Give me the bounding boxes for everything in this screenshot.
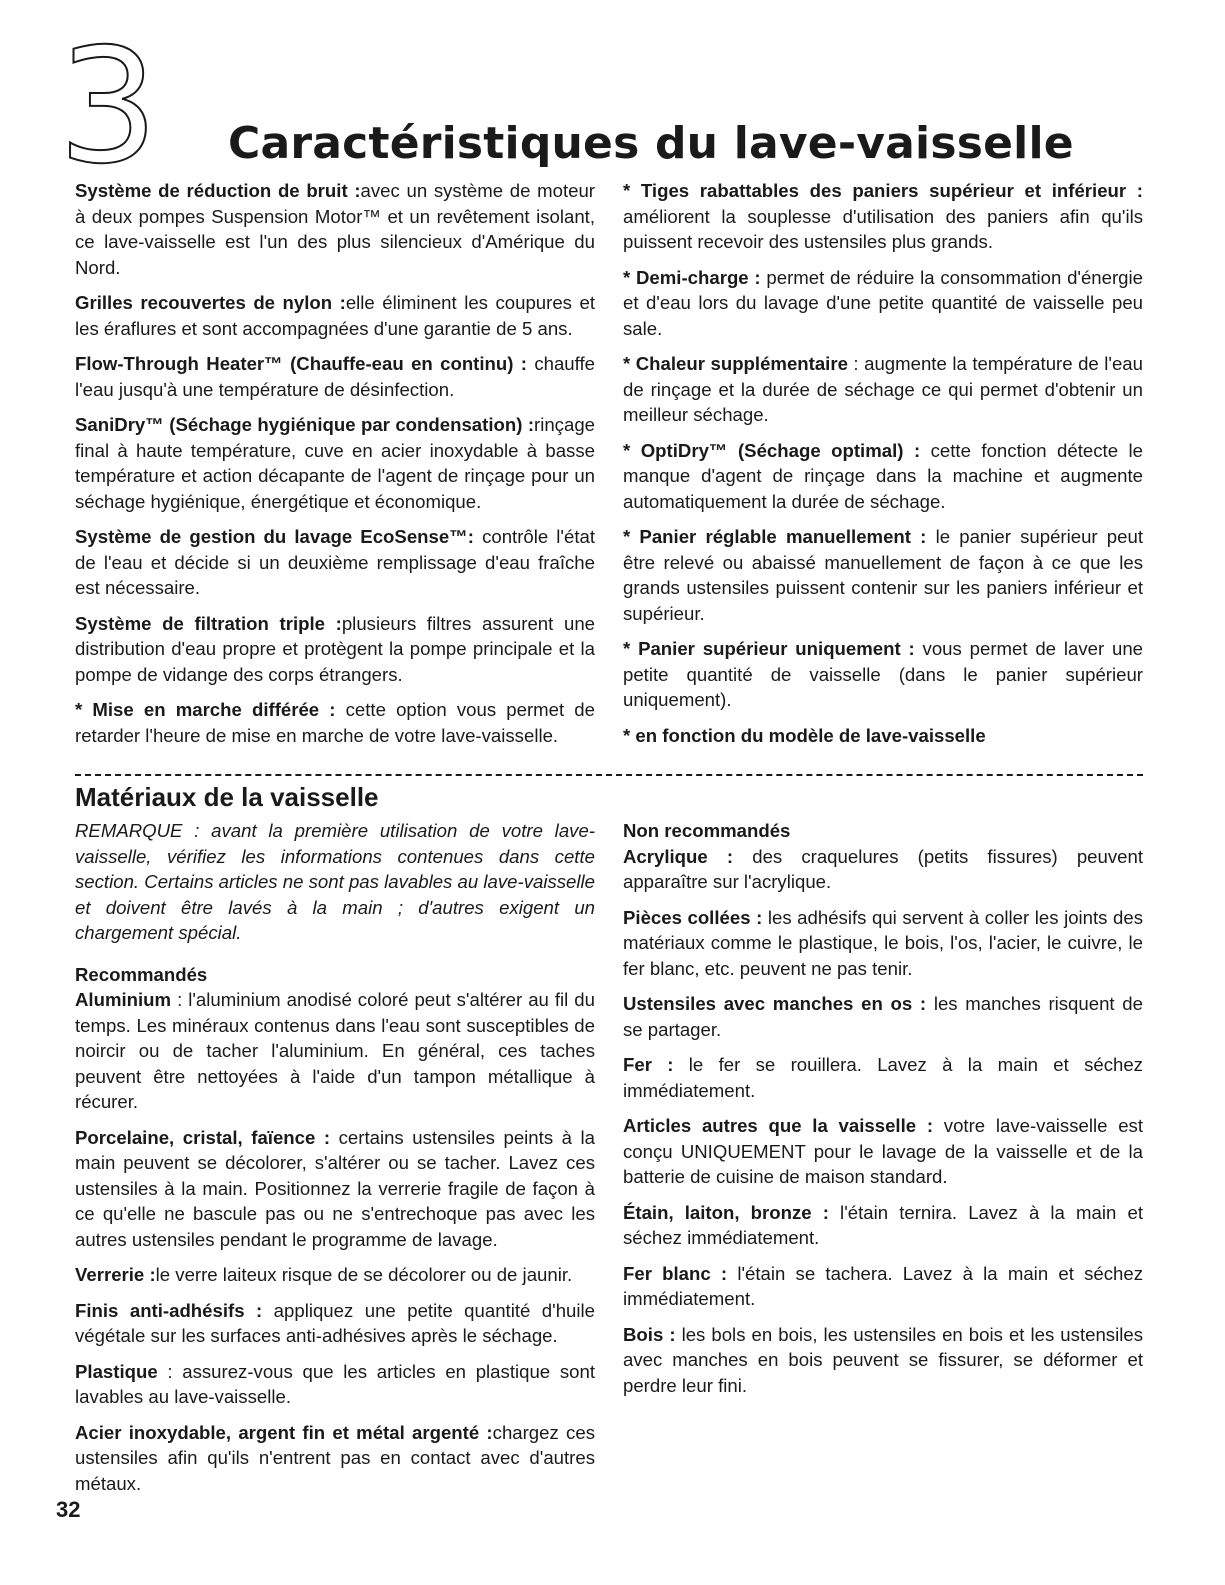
feature-item — [75, 697, 595, 748]
chapter-number: 3 — [58, 15, 159, 199]
material-label: Acrylique : — [623, 845, 734, 867]
material-text: appliquez une petite quantité d'huile végétale sur les surfaces anti-adhésives après le séchage. — [75, 1299, 595, 1346]
material-text: votre lave-vaisselle est conçu UNIQUEMENT pour le lavage de la vaisselle et de la batterie de cuisine de maison standard. — [623, 1115, 1143, 1187]
not-recommended-column — [623, 818, 1143, 1408]
remark-note: REMARQUE : avant la première utilisation de votre lave-vaisselle, vérifiez les informations contenues dans cette section. Certains articles ne sont pas lavables au lave-vaisselle et doivent être lavés à la main ; d'autres exigent un chargement spécial. — [75, 820, 595, 943]
feature-label: * Demi-charge : — [623, 266, 761, 288]
chapter-title: Caractéristiques du lave-vaisselle — [228, 118, 1074, 169]
material-text: le fer se rouillera. Lavez à la main et séchez immédiatement. — [623, 1054, 1143, 1101]
material-item — [623, 991, 1143, 1042]
feature-text: permet de réduire la consommation d'énergie et d'eau lors du lavage d'une petite quantité de vaisselle peu sale. — [623, 266, 1143, 339]
feature-label: Grilles recouvertes de nylon : — [75, 292, 346, 313]
material-text: les manches risquent de se partager. — [623, 993, 1143, 1040]
material-text: le verre laiteux risque de se décolorer ou de jaunir. — [155, 1264, 573, 1285]
material-item — [75, 1262, 595, 1288]
material-label: Étain, laiton, bronze : — [623, 1201, 829, 1223]
material-text: l'étain se tachera. Lavez à la main et séchez immédiatement. — [623, 1262, 1144, 1309]
feature-text: elle éliminent les coupures et les éraflures et sont accompagnées d'une garantie de 5 ans. — [75, 292, 595, 339]
material-label: Aluminium — [75, 989, 172, 1010]
feature-text: cette fonction détecte le manque d'agent de rinçage dans la machine et augmente automatiquement la durée de séchage. — [623, 439, 1143, 512]
material-text: chargez ces ustensiles afin qu'ils n'entrent pas en contact avec d'autres métaux. — [75, 1421, 595, 1494]
material-label: Verrerie : — [75, 1264, 156, 1285]
feature-text: chauffe l'eau jusqu'à une température de désinfection. — [75, 353, 595, 400]
feature-label: * Tiges rabattables des paniers supérieur et inférieur : — [623, 180, 1143, 201]
material-text: : l'aluminium anodisé coloré peut s'altérer au fil du temps. Les minéraux contenus dans l'eau sont susceptibles de noircir ou de tacher l'aluminium. En général, ces taches peuvent être nettoyées à l'aide d'un tampon métallique à récurer. — [75, 989, 595, 1112]
recommended-column — [75, 818, 595, 1506]
material-item — [623, 1113, 1143, 1190]
feature-item — [75, 412, 595, 514]
feature-label: Système de filtration triple : — [75, 612, 342, 634]
material-label: Finis anti-adhésifs : — [75, 1299, 263, 1321]
feature-item — [75, 524, 595, 601]
features-right-column — [623, 178, 1143, 758]
page-number: 32 — [56, 1497, 81, 1522]
material-text: les adhésifs qui servent à coller les joints des matériaux comme le plastique, le bois, l'os, l'acier, le cuivre, le fer blanc, etc. peuvent ne pas tenir. — [623, 906, 1144, 979]
feature-label: SaniDry™ (Séchage hygiénique par condensation) : — [75, 414, 535, 435]
material-text: l'étain ternira. Lavez à la main et séchez immédiatement. — [623, 1201, 1143, 1248]
feature-text: avec un système de moteur à deux pompes Suspension Motor™ et un revêtement isolant, ce lave-vaisselle est l'un des plus silencieux d'Amérique du Nord. — [75, 180, 595, 278]
feature-item — [75, 351, 595, 402]
feature-item — [623, 438, 1143, 515]
material-item — [75, 1298, 595, 1349]
material-item — [623, 1261, 1143, 1312]
feature-item — [623, 351, 1143, 428]
material-item — [75, 1420, 595, 1497]
model-footnote: * en fonction du modèle de lave-vaisselle — [623, 724, 986, 746]
material-item — [623, 905, 1143, 982]
feature-label: Système de réduction de bruit : — [75, 180, 361, 201]
material-label: Plastique — [75, 1360, 158, 1382]
feature-item — [75, 290, 595, 341]
material-label: Acier inoxydable, argent fin et métal argenté : — [75, 1421, 493, 1443]
feature-item — [623, 265, 1143, 342]
section-title: Matériaux de la vaisselle — [75, 782, 379, 812]
material-label: Articles autres que la vaisselle : — [623, 1115, 934, 1136]
material-label: Fer blanc : — [623, 1262, 728, 1284]
feature-item — [75, 611, 595, 688]
feature-label: Système de gestion du lavage EcoSense™: — [75, 526, 474, 547]
feature-item — [623, 178, 1143, 255]
feature-text: le panier supérieur peut être relevé ou abaissé manuellement de façon à ce que les grands ustensiles puissent contenir sur les paniers inférieur et supérieur. — [623, 526, 1143, 624]
recommended-heading: Recommandés — [75, 963, 208, 985]
feature-text: rinçage final à haute température, cuve en acier inoxydable à basse température et action décapante de l'agent de rinçage pour un séchage hygiénique, énergétique et économique. — [75, 414, 595, 512]
material-text: : assurez-vous que les articles en plastique sont lavables au lave-vaisselle. — [75, 1360, 595, 1407]
material-text: certains ustensiles peints à la main peuvent se décolorer, s'altérer ou se tacher. Lavez ces ustensiles à la main. Positionnez la verrerie fragile de façon à ce qu'elle ne bascule pas ou ne s'entrechoque pas avec les autres ustensiles pendant le programme de lavage. — [75, 1126, 596, 1250]
material-label: Fer : — [623, 1054, 674, 1075]
not-recommended-heading: Non recommandés — [623, 820, 791, 841]
feature-label: * Chaleur supplémentaire — [623, 353, 848, 374]
material-item — [623, 1052, 1143, 1103]
material-label: Pièces collées : — [623, 906, 763, 928]
feature-item — [623, 524, 1143, 626]
feature-label: Flow-Through Heater™ (Chauffe-eau en continu) : — [75, 353, 527, 374]
feature-text: contrôle l'état de l'eau et décide si un deuxième remplissage d'eau fraîche est nécessaire. — [75, 526, 595, 598]
feature-text: cette option vous permet de retarder l'heure de mise en marche de votre lave-vaisselle. — [75, 699, 595, 746]
material-item — [623, 844, 1143, 895]
material-item — [623, 1322, 1143, 1399]
material-label: Bois : — [623, 1323, 676, 1345]
feature-text: : augmente la température de l'eau de rinçage et la durée de séchage ce qui permet d'obtenir un meilleur séchage. — [623, 353, 1143, 425]
material-item — [75, 987, 595, 1115]
material-text: les bols en bois, les ustensiles en bois et les ustensiles avec manches en bois peuvent se fissurer, se déformer et perdre leur fini. — [623, 1323, 1143, 1396]
material-item — [623, 1200, 1143, 1251]
material-item — [75, 1359, 595, 1410]
feature-item — [75, 178, 595, 280]
features-left-column — [75, 178, 595, 758]
feature-text: améliorent la souplesse d'utilisation des paniers afin qu'ils puissent recevoir des ustensiles plus grands. — [623, 205, 1143, 252]
feature-label: * Panier réglable manuellement : — [623, 526, 927, 547]
feature-text: plusieurs filtres assurent une distribution d'eau propre et protègent la pompe principale et la pompe de vidange des corps étrangers. — [75, 612, 595, 685]
section-divider — [75, 774, 1143, 776]
feature-text: vous permet de laver une petite quantité de vaisselle (dans le panier supérieur uniquement). — [623, 638, 1144, 710]
feature-label: * Mise en marche différée : — [75, 699, 336, 720]
feature-label: * OptiDry™ (Séchage optimal) : — [623, 439, 921, 461]
feature-item — [623, 636, 1143, 713]
feature-label: * Panier supérieur uniquement : — [623, 638, 915, 659]
material-text: des craquelures (petits fissures) peuvent apparaître sur l'acrylique. — [623, 845, 1143, 892]
material-label: Ustensiles avec manches en os : — [623, 993, 927, 1014]
material-item — [75, 1125, 595, 1253]
material-label: Porcelaine, cristal, faïence : — [75, 1126, 331, 1148]
